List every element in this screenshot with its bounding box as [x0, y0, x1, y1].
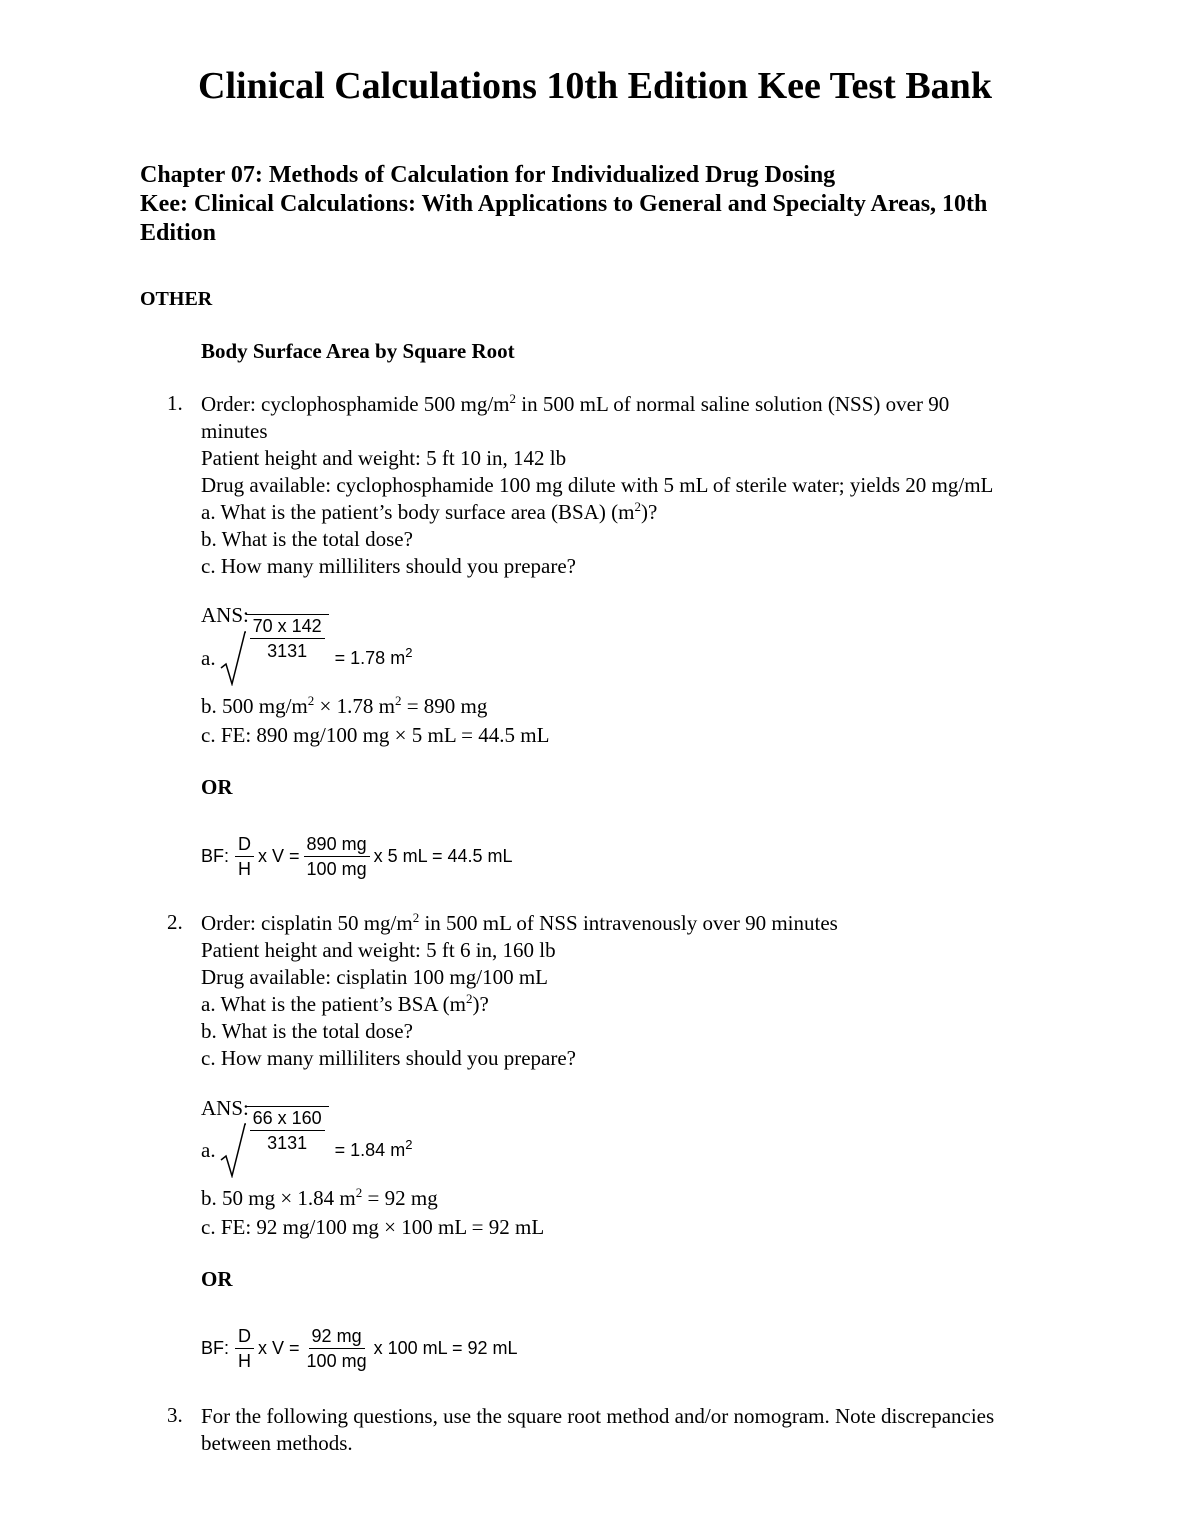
sub-question-b: b. What is the total dose? [201, 1019, 413, 1043]
answer-b: b. 50 mg × 1.84 $m^2 = 92$ mg [201, 1185, 438, 1210]
bf-label: BF: [201, 845, 230, 866]
sub-question-a: a. What is the patient’s body surface area (BSA) $(m^2)$? [201, 499, 658, 524]
question-text-line-1: For the following questions, use the square root method and/or nomogram. Note discrepancies [201, 1404, 995, 1428]
bf-desired: D [235, 1325, 254, 1349]
sub-question-b: b. What is the total dose? [201, 527, 413, 551]
section-title: Body Surface Area by Square Root [201, 339, 515, 363]
answer-a-formula [201, 616, 413, 686]
chapter-heading: Chapter 07: Methods of Calculation for Individualized Drug Dosing [140, 162, 836, 188]
answer-a-prefix: a. [201, 645, 216, 670]
bf-desired: D [235, 833, 254, 857]
patient-info: Patient height and weight: 5 ft 6 in, 160 lb [201, 938, 556, 962]
sqrt-result: = 1.84 $m^2$ [334, 1136, 413, 1160]
section-type-label: OTHER [140, 288, 213, 310]
answer-c: c. FE: 92 mg/100 mg × 100 mL = 92 mL [201, 1215, 545, 1239]
question-order-continued: minutes [201, 419, 268, 443]
drug-available: Drug available: cyclophosphamide 100 mg dilute with 5 mL of sterile water; yields 20 mg/mL [201, 473, 994, 497]
question-number: 3. [167, 1403, 183, 1427]
answer-a-prefix: a. [201, 1137, 216, 1162]
answer-label: ANS: [201, 1096, 249, 1120]
square-root-expression: $\frac{70 x 142}{3131}$ [220, 630, 329, 686]
sub-question-c: c. How many milliliters should you prepare? [201, 1046, 576, 1070]
basic-formula: BF: $\frac{D}{H}$ x V = $\frac{92 mg}{100 mg}$ x 100 mL = 92 mL [201, 1325, 518, 1371]
document-title: Clinical Calculations 10th Edition Kee Test Bank [198, 65, 992, 107]
book-heading-line-1: Kee: Clinical Calculations: With Applications to General and Specialty Areas, 10th [140, 191, 988, 217]
answer-b: b. 500 $mg/m^2 \times 1.78$ $m^2 = 890$ mg [201, 693, 488, 718]
square-root-expression: $\frac{66 x 160}{3131}$ [220, 1122, 329, 1178]
question-order: Order: cisplatin 50 $mg/m^2$ in 500 mL of NSS intravenously over 90 minutes [201, 910, 838, 935]
or-label: OR [201, 1267, 233, 1291]
question-number: 1. [167, 391, 183, 415]
question-number: 2. [167, 910, 183, 934]
sub-question-a: a. What is the patient’s BSA $(m^2)$? [201, 991, 489, 1016]
radical-sign-icon [220, 1122, 246, 1178]
basic-formula: BF: $\frac{D}{H}$ x V = $\frac{890 mg}{100 mg}$ x 5 mL = 44.5 mL [201, 833, 513, 879]
question-text-line-2: between methods. [201, 1431, 353, 1455]
question-order: Order: cyclophosphamide 500 $mg/m^2$ in 500 mL of normal saline solution (NSS) over 90 [201, 391, 950, 416]
book-heading-line-2: Edition [140, 220, 217, 246]
drug-available: Drug available: cisplatin 100 mg/100 mL [201, 965, 549, 989]
bf-have: H [238, 1350, 252, 1371]
answer-c: c. FE: 890 mg/100 mg × 5 mL = 44.5 mL [201, 723, 550, 747]
patient-info: Patient height and weight: 5 ft 10 in, 142 lb [201, 446, 567, 470]
or-label: OR [201, 775, 233, 799]
sqrt-result: = 1.78 $m^2$ [334, 644, 413, 668]
bf-label: BF: [201, 1337, 230, 1358]
sub-question-c: c. How many milliliters should you prepare? [201, 554, 576, 578]
radical-sign-icon [220, 630, 246, 686]
bf-have: H [238, 858, 252, 879]
answer-label: ANS: [201, 603, 249, 627]
